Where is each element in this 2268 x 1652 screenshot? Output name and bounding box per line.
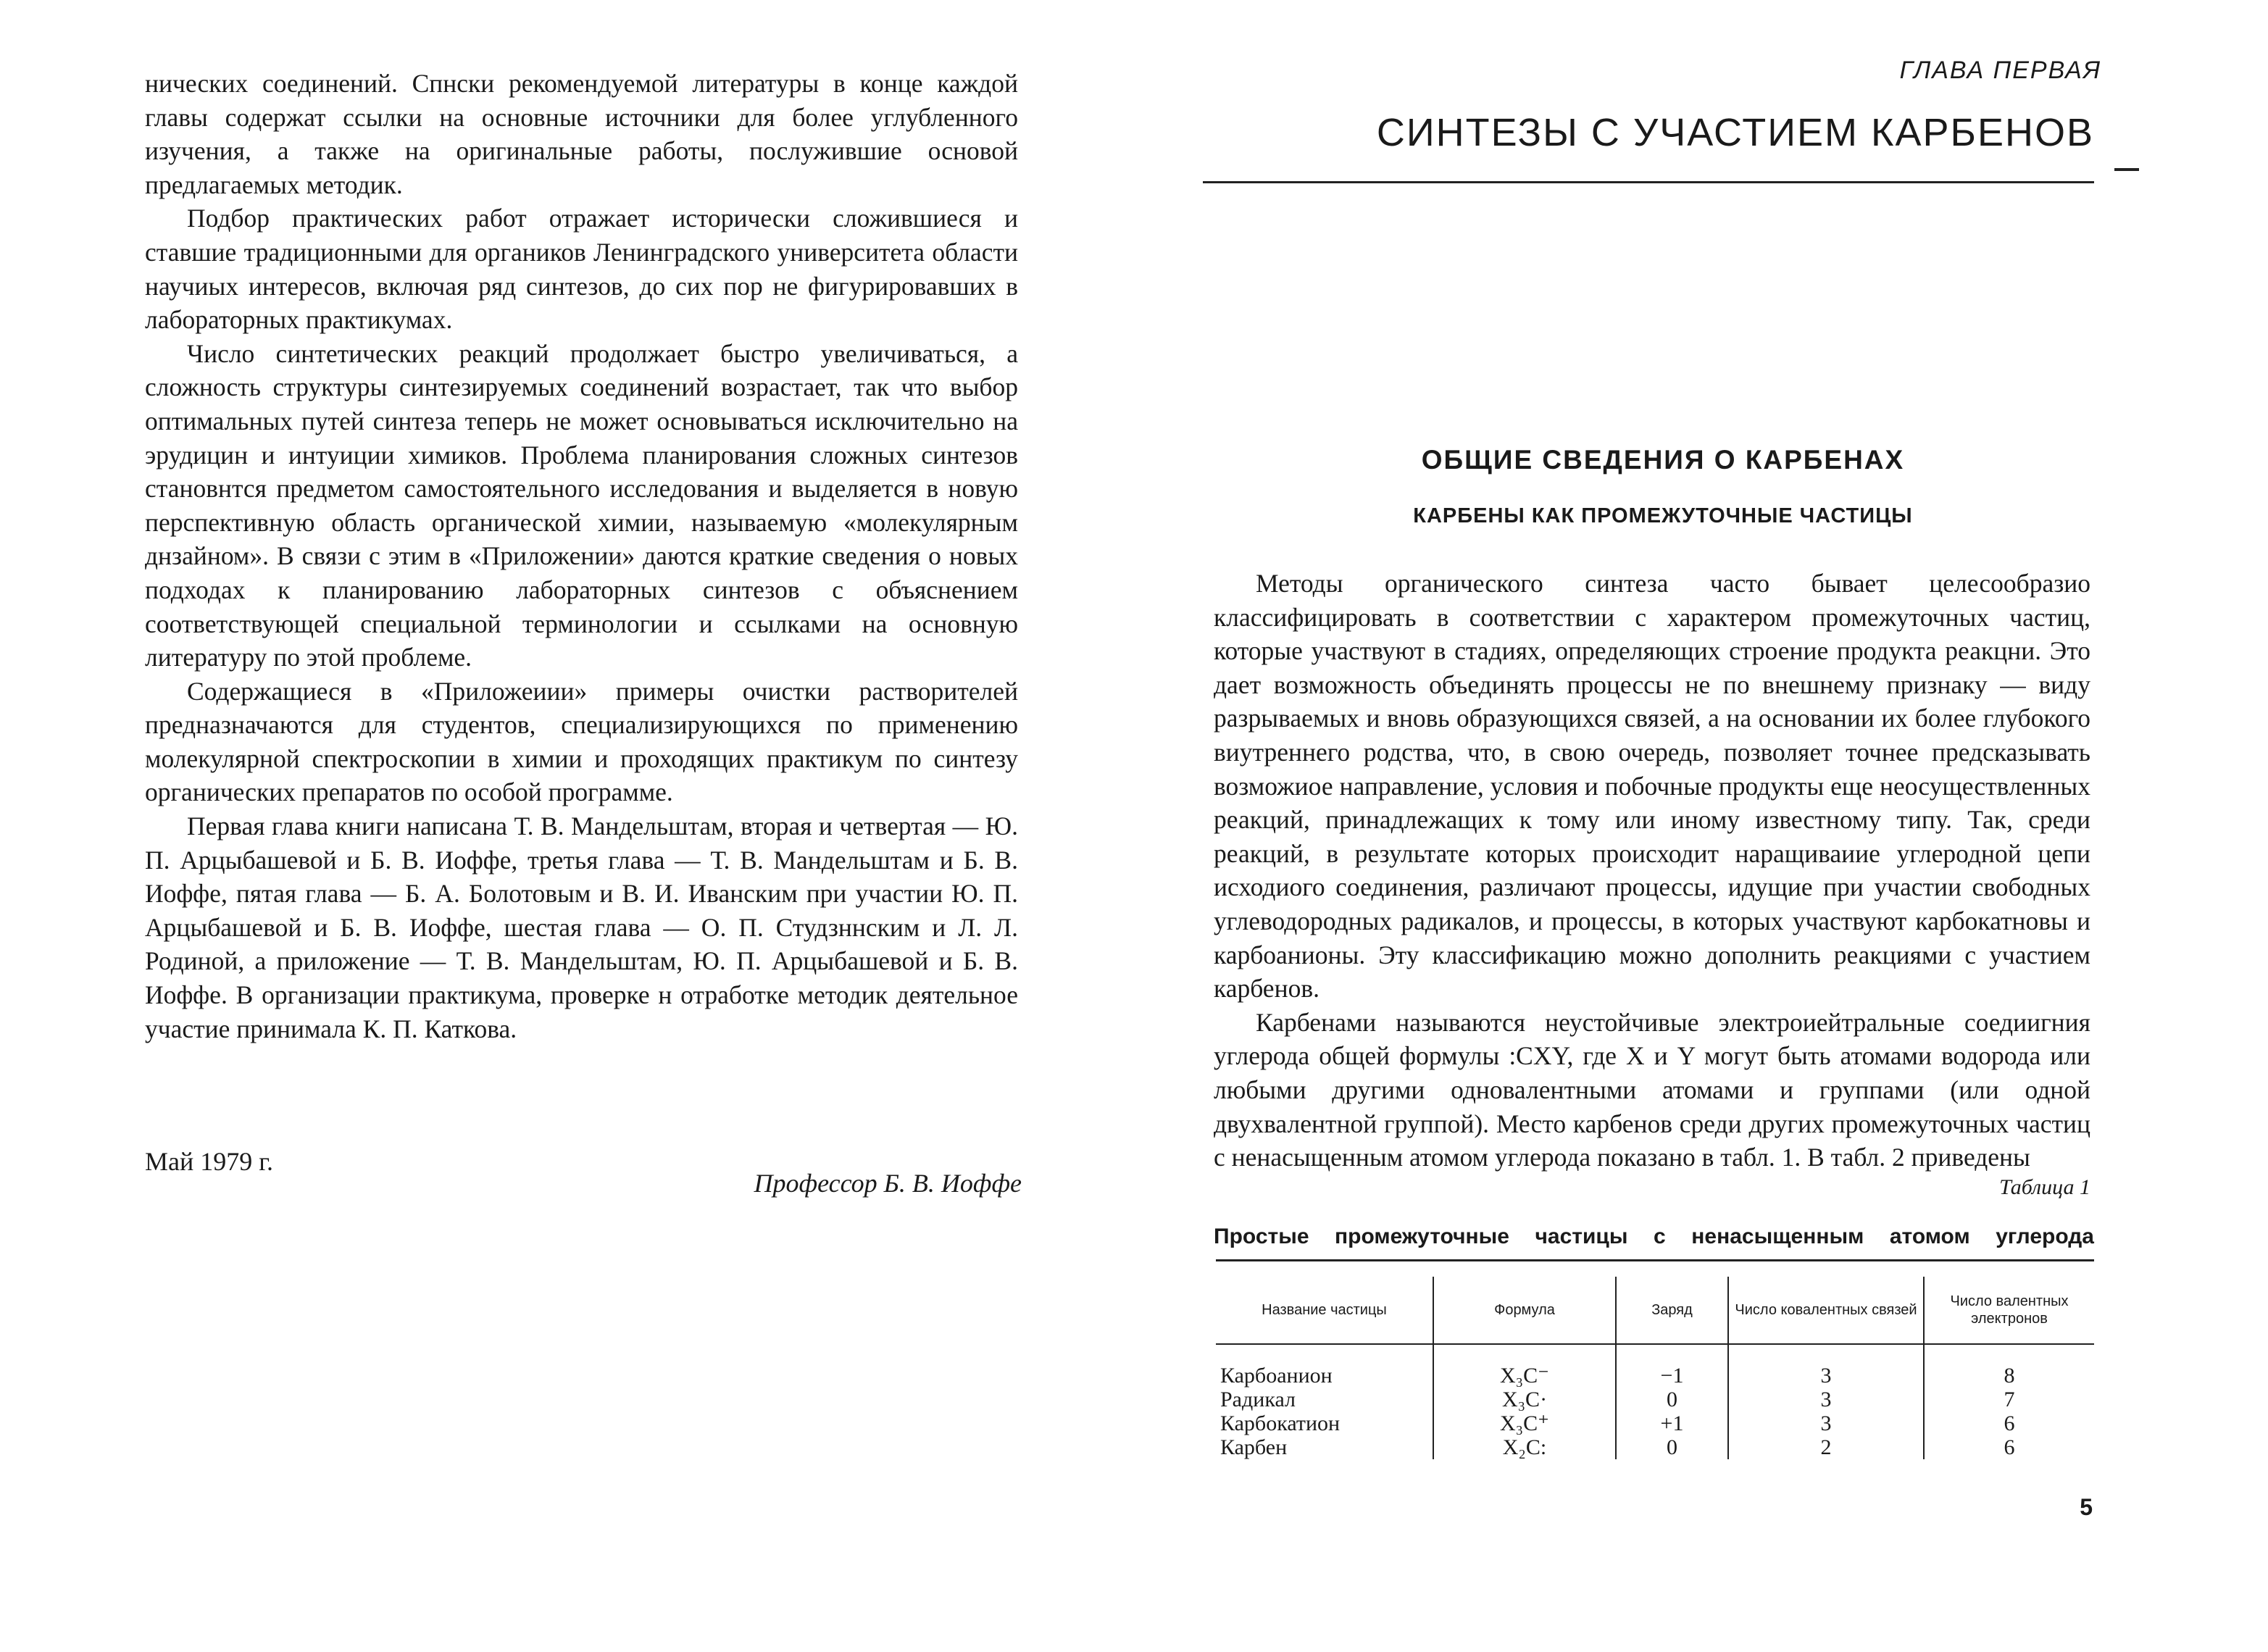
particles-table [1216,1277,2094,1459]
table-cell-electrons: 8 [1924,1344,2094,1388]
right-page-body [1214,567,2090,1175]
table-cell-name: Карбокатион [1220,1411,1341,1435]
right-paragraph-2: Карбенами называются неустойчивые электроиейтральные соедиигния углерода общей формулы :CXY, где X и Y могут быть атомами водорода или любыми другими одновалентными атомами и группами (или одной двухвалентной группой). Место карбенов среди других промежуточных частиц с ненасыщенным атомом углерода показано в табл. 1. В табл. 2 приведены [1214,1007,2090,1172]
table-cell-electrons: 6 [1924,1411,2094,1435]
table-row [1216,1435,2094,1459]
table-row [1216,1411,2094,1435]
table-header-row [1216,1277,2094,1344]
table-cell-bonds: 2 [1728,1435,1924,1459]
table-cell-charge: +1 [1616,1411,1728,1435]
left-paragraph-5: Первая глава книги написана Т. В. Мандельштам, вторая и четвертая — Ю. П. Арцыбашевой и Б. В. Иоффе, третья глава — Т. В. Мандельштам и Б. В. Иоффе, пятая глава — Б. А. Болотовым и В. И. Иванским при участии Ю. П. Арцыбашевой и Б. В. Иоффе, шестая глава — О. П. Студзннским и Л. Л. Родиной, а приложение — Т. В. Мандельштам, Ю. П. Арцыбашевой и Б. В. Иоффе. В организации практикума, проверке н отработке методик деятельное участие принимала К. П. Каткова. [145,812,1018,1043]
table-label: Таблица 1 [1999,1175,2090,1199]
table-cell-bonds: 3 [1728,1411,1924,1435]
preface-signature: Профессор Б. В. Иоффе [754,1169,1022,1198]
table-cell-formula: X₃C· [1433,1388,1616,1411]
table-top-rule [1216,1259,2094,1261]
table-header-formula: Формула [1433,1277,1616,1344]
chapter-label: ГЛАВА ПЕРВАЯ [1899,57,2101,84]
table-cell-name: Радикал [1220,1388,1296,1411]
table-row [1216,1344,2094,1388]
table-header-bonds: Число ковалентных связей [1728,1277,1924,1344]
chapter-divider [1203,181,2094,183]
table-cell-name: Карбоанион [1220,1364,1333,1388]
chapter-title: СИНТЕЗЫ С УЧАСТИЕМ КАРБЕНОВ [1376,111,2094,154]
subsection-title: КАРБЕНЫ КАК ПРОМЕЖУТОЧНЫЕ ЧАСТИЦЫ [1413,504,1913,527]
chapter-divider-stub [2114,168,2139,171]
section-title: ОБЩИЕ СВЕДЕНИЯ О КАРБЕНАХ [1421,445,1905,475]
left-paragraph-1: нических соединений. Спнски рекомендуемой литературы в конце каждой главы содержат ссылки на основные источники для более углубленного изучения, а также на оригинальные работы, послужившие основой предлагаемых методик. [145,69,1018,199]
left-paragraph-3: Число синтетических реакций продолжает быстро увеличиваться, а сложность структуры синтезируемых соединений возрастает, так что выбор оптимальных путей синтеза теперь не может основываться исключительно на эрудицин и интуиции химиков. Проблема планирования сложных синтезов становнтся предметом самостоятельного исследования и выделяется в новую перспективную область органической химии, называемую «молекулярным днзайном». В связи с этим в «Приложении» даются краткие сведения о новых подходах к планированию лабораторных синтезов с объяснением соответствующей специальной терминологии и ссылками на основную литературу по этой проблеме. [145,338,1018,672]
table-cell-charge: 0 [1616,1435,1728,1459]
table-header-charge: Заряд [1616,1277,1728,1344]
left-paragraph-2: Подбор практических работ отражает исторически сложившиеся и ставшие традиционными для органиков Ленинградского университета области научиых интересов, включая ряд синтезов, до сих пор не фигурировавших в лабораторных практикумах. [145,204,1018,335]
table-cell-charge: −1 [1616,1344,1728,1388]
table-cell-electrons: 6 [1924,1435,2094,1459]
preface-date: Май 1979 г. [145,1147,273,1176]
table-header-name: Название частицы [1262,1302,1387,1318]
left-page-body [145,67,1018,1046]
table-cell-formula: X₃C⁻ [1433,1344,1616,1388]
left-paragraph-4: Содержащиеся в «Приложеиии» примеры очистки растворителей предназначаются для студентов, специализирующихся по применению молекулярной спектроскопии в химии и проходящих практикум по синтезу органических препаратов по особой программе. [145,676,1018,807]
table-cell-bonds: 3 [1728,1388,1924,1411]
table-row [1216,1388,2094,1411]
table-cell-formula: X₂C: [1433,1435,1616,1459]
table-cell-electrons: 7 [1924,1388,2094,1411]
table-cell-formula: X₃C⁺ [1433,1411,1616,1435]
table-header-electrons: Число валентных электронов [1924,1277,2094,1344]
table-cell-name: Карбен [1220,1435,1288,1459]
right-paragraph-1: Методы органического синтеза часто бывает целесообразио классифицировать в соответствии с характером промежуточных частиц, которые участвуют в стадиях, определяющих строение продукта реакцни. Это дает возможность объединять процессы не по внешнему признаку — виду разрываемых и вновь образующихся связей, а на основании их более глубокого виутреннего родства, что, в свою очередь, позволяет точнее предсказывать возможиое направление, условия и побочные продукты еще неосуществленных реакций, принадлежащих к тому или иному известному типу. Так, среди реакций, в результате которых происходит наращиваиие углеродной цепи исходиого соединения, различают процессы, идущие при участии свободных углеводородных радикалов, и процессы, в которых участвуют карбокатновы и карбоанионы. Эту классификацию можно дополнить реакциями с участием карбенов. [1214,569,2090,1004]
page-number: 5 [2080,1494,2093,1520]
table-cell-charge: 0 [1616,1388,1728,1411]
table-title: Простые промежуточные частицы с ненасыщенным атомом углерода [1214,1225,2094,1248]
table-cell-bonds: 3 [1728,1344,1924,1388]
